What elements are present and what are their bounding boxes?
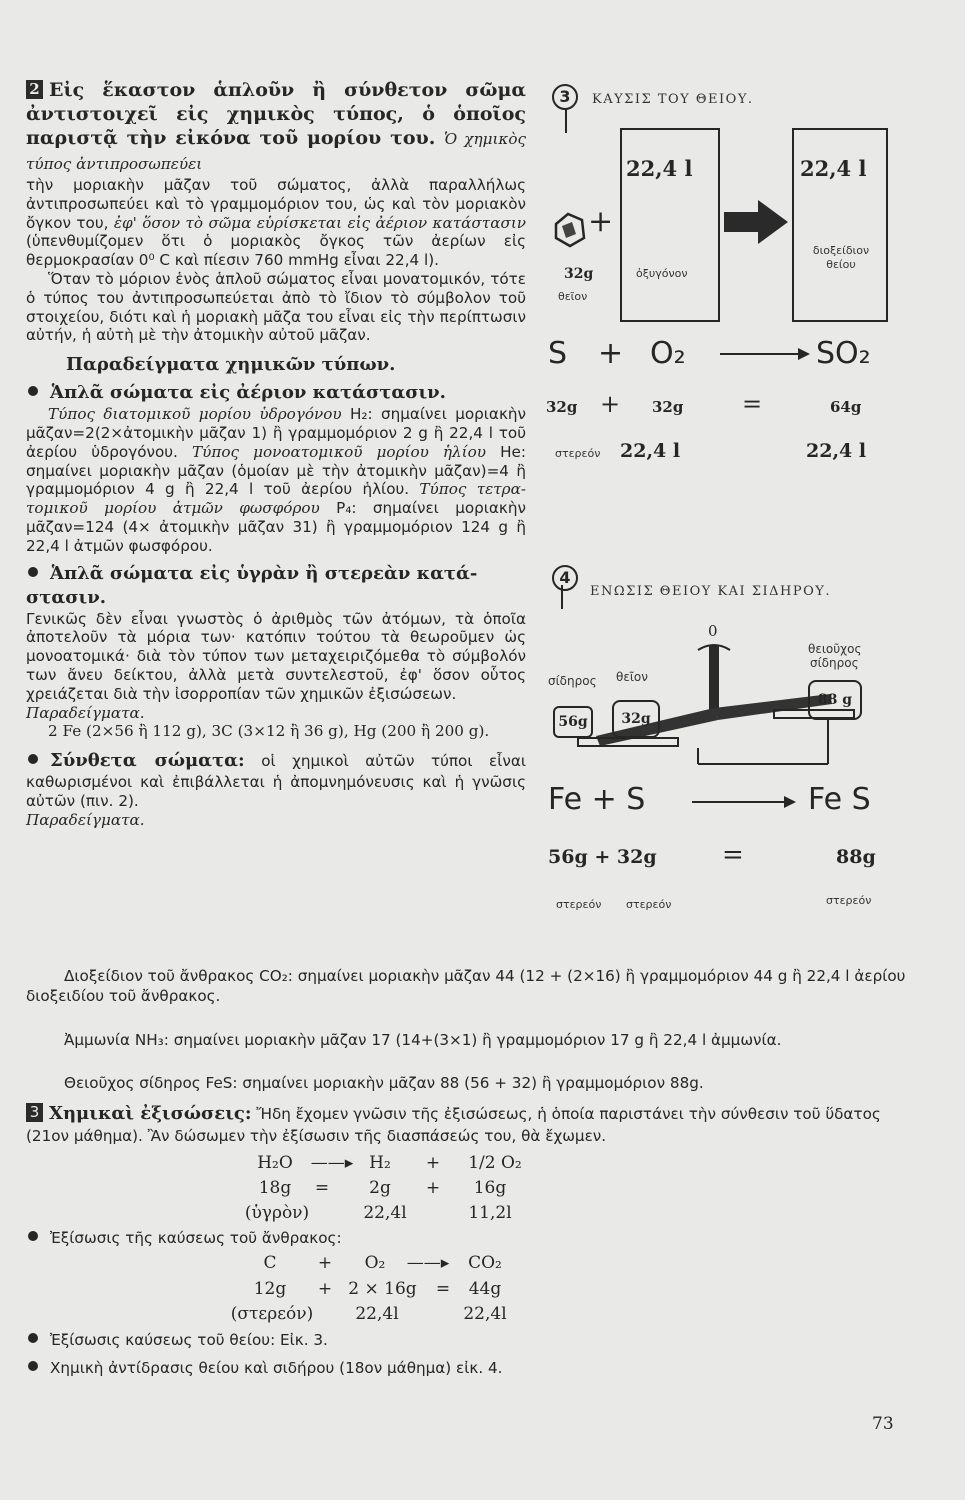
iron-block: 56g (553, 706, 593, 738)
bullet-icon (28, 386, 38, 396)
examples-line: 2 Fe (2×56 ἢ 112 g), 3C (3×12 ἢ 36 g), Hg (200 ἢ 200 g). (48, 722, 490, 741)
nh3-paragraph: Ἀμμωνία NH₃: σημαίνει μοριακὴν μᾶζαν 17 (14+(3×1) ἢ γραμμομόριον 17 g ἢ 22,4 l ἀμμωνία. (64, 1031, 782, 1049)
figure-4-number: 4 (552, 565, 578, 591)
eq-fe-plus-s: Fe + S (548, 782, 646, 817)
gas-paragraph: Τύπος διατομικοῦ μορίου ὑδρογόνου H₂: σημαίνει μοριακὴν μᾶζαν=2(2×ἀτομικὴν μᾶζαν 1) ἢ γραμμομόριον 2 g ἢ 22,4 l τοῦ ἀερίου ὑδρογόνου. Τύπος μονοατομικοῦ μορίου ἡλίου He: σημαίνει μοριακὴν μᾶζαν (ὁμοίαν μὲ τὴν ἀτομικὴν μᾶζαν)=4 ἢ γραμμομόριον 4 g ἢ 22,4 l τοῦ ἀερίου ἡλίου. Τύπος τετρατομικοῦ μορίου ἀτμῶν φωσφόρου P₄: σημαίνει μοριακὴν μᾶζαν=124 (4× ἀτομικὴν μᾶζαν 31) ἢ γραμμομόριον 124 g ἢ 22,4 l ἀτμῶν φωσφόρου. (26, 405, 526, 555)
page-number: 73 (872, 1414, 894, 1434)
solid-paragraph: Γενικῶς δὲν εἶναι γνωστὸς ὁ ἀριθμὸς τῶν ἀτόμων, τὰ ὁποῖα ἀποτελοῦν τὰ μόρια των· κατόπιν τούτου τὰ θεωροῦμεν ὡς μονοατομικά· διὰ τὸν τύπον των μεταχειριζόμεθα τὸ σύμβολόν των ἄνευ δείκτου, ἀλλὰ μετὰ συντελεστοῦ, ἐφ' ὅσον οὗτος χρειάζεται διὰ τὴν ἰσορροπίαν τῶν χημικῶν ἐξισώσεων. (26, 609, 526, 703)
equation-arrow-icon (720, 344, 810, 364)
bullet-icon (28, 1333, 38, 1343)
co2-paragraph: Διοξείδιον τοῦ ἄνθρακος CO₂: σημαίνει μοριακὴν μᾶζαν 44 (12 + (2×16) ἢ γραμμομόριον 44 g ἢ 22,4 l ἀερίου διοξειδίου τοῦ ἄνθρακος. (26, 967, 906, 1005)
figure-4-title: ΕΝΩΣΙΣ ΘΕΙΟΥ ΚΑΙ ΣΙΔΗΡΟΥ. (590, 584, 831, 599)
bullet-icon (28, 567, 38, 577)
pointer-line-icon (550, 585, 570, 611)
left-column (26, 78, 526, 830)
pointer-line-icon (548, 108, 588, 138)
compound-paragraph: Σύνθετα σώματα: οἱ χημικοὶ αὐτῶν τύποι εἶναι καθωρισμένοι καὶ ἐπιβάλλεται ἡ ἀπομνημόνευσις καὶ ἡ γνῶσις αὐτῶν (πιν. 2). (26, 750, 526, 810)
equation-arrow-icon (692, 792, 796, 812)
bullet-sulfur: Ἐξίσωσις καύσεως τοῦ θείου: Εἰκ. 3. (26, 1330, 921, 1350)
section-3-text: Ἤδη ἔχομεν γνῶσιν τῆς ἐξισώσεως, ἡ ὁποία παριστάνει τὴν σύνθεσιν τοῦ ὕδατος (21ον μάθημα). Ἂν δώσωμεν τὴν ἐξίσωσιν τῆς διασπάσεώς του, θὰ ἔχωμεν. (26, 1105, 881, 1145)
eq-S: S (548, 336, 568, 371)
eq-fes: Fe S (808, 782, 871, 817)
gas-heading: Ἁπλᾶ σώματα εἰς ἀέριον κατάστασιν. (26, 381, 526, 405)
bullet-iron: Χημικὴ ἀντίδρασις θείου καὶ σιδήρου (18ον μάθημα) εἰκ. 4. (26, 1358, 921, 1378)
examples-label: Παραδείγματα. (26, 703, 145, 722)
section-3 (26, 1102, 921, 1146)
examples-heading: Παραδείγματα χημικῶν τύπων. (66, 354, 396, 376)
section-number-2: 2 (26, 80, 43, 99)
bullet-icon (28, 1361, 38, 1371)
sulfur-block: 32g (612, 700, 660, 738)
oxygen-container: 22,4 l ὀξυγόνον (620, 128, 720, 322)
sulfur-lump-icon (550, 210, 590, 250)
section-2-lead: 2 Εἰς ἕκαστον ἁπλοῦν ἢ σύνθετον σῶμα ἀντιστοιχεῖ εἰς χημικὸς τύπος, ὁ ὁποῖος παριστᾷ τὴν εἰκόνα τοῦ μορίου του. Ὁ χημικὸς τύπος ἀντιπροσωπεύει (26, 79, 527, 173)
bullet-carbon: Ἐξίσωσις τῆς καύσεως τοῦ ἄνθρακος: (26, 1228, 921, 1248)
bullet-icon (28, 754, 38, 764)
figure-3-plus: + (588, 204, 614, 239)
figure-3-number: 3 (552, 84, 578, 110)
fes-paragraph: Θειοῦχος σίδηρος FeS: σημαίνει μοριακὴν μᾶζαν 88 (56 + 32) ἢ γραμμομόριον 88g. (64, 1074, 704, 1092)
sulfur-dioxide-container: 22,4 l διοξείδιον θείου (792, 128, 888, 322)
iron-sulfide-block: 88 g (808, 680, 862, 720)
figure-3-title: ΚΑΥΣΙΣ ΤΟΥ ΘΕΙΟΥ. (592, 92, 754, 107)
bullet-icon (28, 1231, 38, 1241)
reaction-arrow-icon (722, 196, 790, 248)
examples-label-2: Παραδείγματα. (26, 810, 145, 829)
monatomic-paragraph: Ὅταν τὸ μόριον ἑνὸς ἁπλοῦ σώματος εἶναι μονατομικόν, τότε ὁ τύπος του ἀντιπροσωπεύεται ἀπὸ τὸ ἴδιον τὸ σύμβολον τοῦ στοιχείου, διότι καὶ ἡ μοριακὴ μᾶζα του εἶναι εἰς τὴν περίπτωσιν αὐτήν, ἡ αὐτὴ μὲ τὴν ἀτομικὴν αὐτοῦ μᾶζαν. (26, 269, 526, 345)
eq-SO2: SO₂ (816, 336, 871, 371)
eq-O2: O₂ (650, 336, 686, 371)
section-3-heading: Χημικαὶ ἐξισώσεις: (49, 1103, 252, 1124)
section-number-3: 3 (26, 1103, 43, 1122)
solid-heading: Ἁπλᾶ σώματα εἰς ὑγρὰν ἢ στερεὰν κατάστασιν. (26, 562, 478, 608)
section-2-body: τὴν μοριακὴν μᾶζαν τοῦ σώματος, ἀλλὰ παραλλήλως ἀντιπροσωπεύει καὶ τὸ γραμμομόριον του, ὡς καὶ τὸν μοριακὸν ὄγκον του, ἐφ' ὅσον τὸ σῶμα εὑρίσκεται εἰς ἀέριον κατάστασιν (ὑπενθυμίζομεν ὅτι ὁ μοριακὸς ὄγκος τῶν ἀερίων εἰς θερμοκρασίαν 0⁰ C καὶ πίεσιν 760 mmHg εἶναι 22,4 l). (26, 176, 527, 270)
